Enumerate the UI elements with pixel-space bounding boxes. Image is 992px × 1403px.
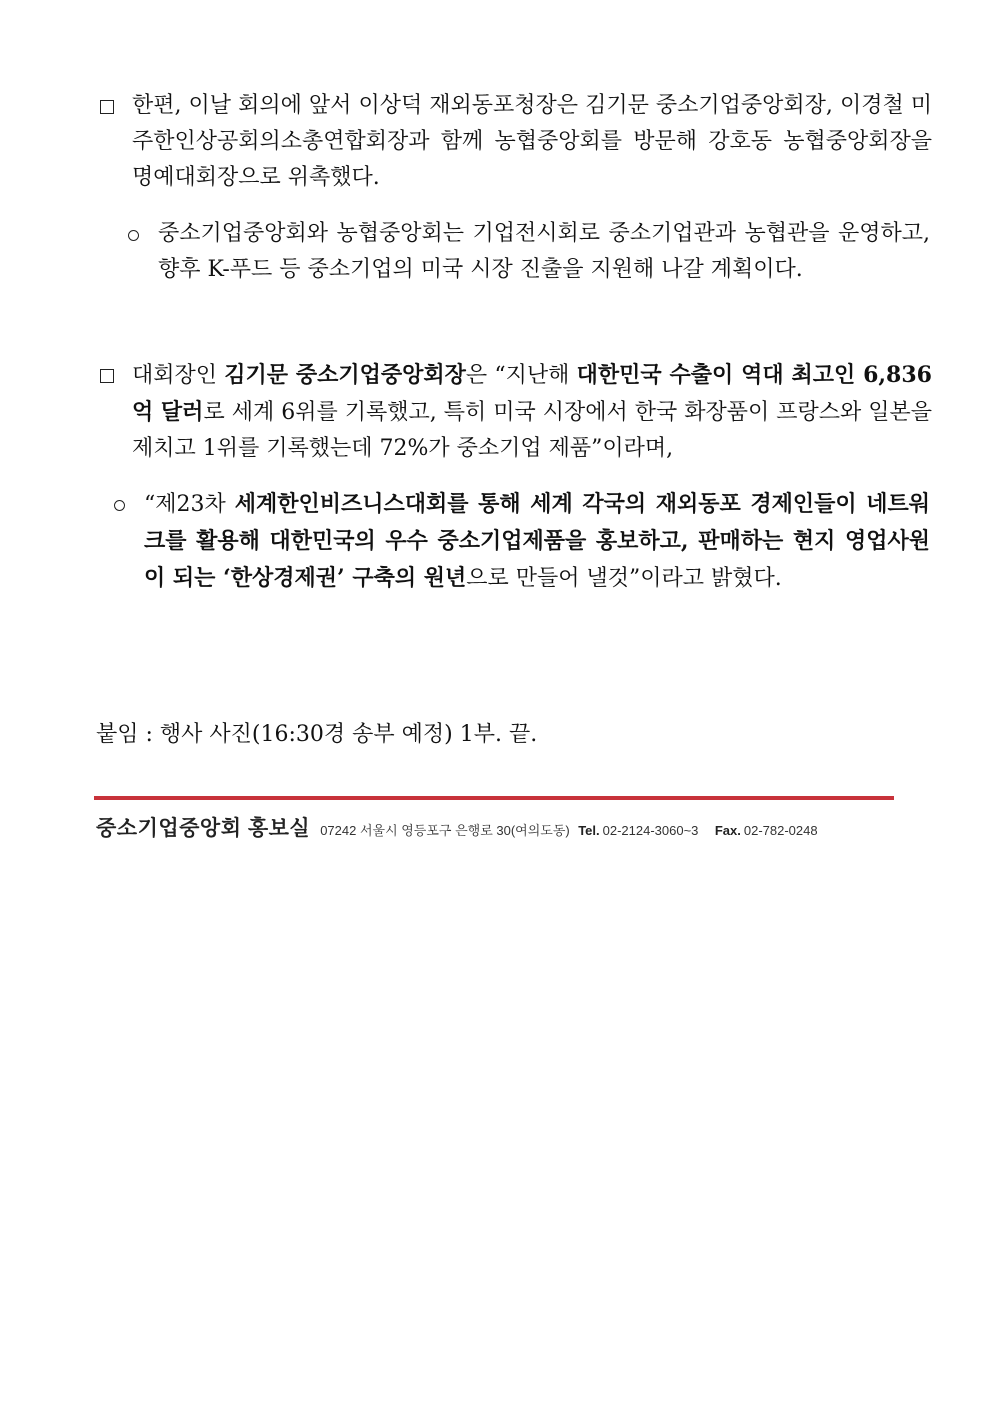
footer-fax: 02-782-0248 [743, 823, 818, 838]
attachment-note: 붙임 : 행사 사진(16:30경 송부 예정) 1부. 끝. [96, 722, 538, 747]
paragraph-exhibition-plan [124, 216, 930, 288]
text-segment: 으로 만들어 낼것”이라고 밝혔다. [466, 566, 782, 591]
bold-text-segment: 김기문 중소기업중앙회장 [224, 362, 466, 388]
square-bullet-icon [100, 100, 114, 114]
paragraph-text: 중소기업중앙회와 농협중앙회는 기업전시회로 중소기업관과 농협관을 운영하고, 향후 K-푸드 등 중소기업의 미국 시장 진출을 지원해 나갈 계획이다. [158, 221, 930, 282]
circle-bullet-icon [114, 500, 125, 511]
footer [96, 812, 896, 842]
footer-address: 07242 서울시 영등포구 은행로 30(여의도동) [320, 823, 570, 838]
bold-text-segment: 대한민국 수출이 역대 최고인 6,836억 달러 [132, 362, 932, 425]
footer-organization: 중소기업중앙회 홍보실 [96, 817, 311, 840]
paragraph-visit-announcement [96, 88, 932, 196]
text-segment: 대회장인 [132, 363, 225, 388]
paragraph-chairman-quote [110, 486, 930, 597]
square-bullet-icon [100, 369, 114, 383]
bold-text-segment: 세계한인비즈니스대회를 통해 세계 각국의 재외동포 경제인들이 네트워크를 활용해 대한민국의 우수 중소기업제품을 홍보하고, 판매하는 현지 영업사원이 되는 ‘한상경제권’ 구축의 원년 [144, 491, 930, 591]
footer-fax-label: Fax. [714, 823, 741, 838]
paragraph-chairman-statement [96, 357, 932, 467]
text-segment: 은 “지난해 [465, 363, 577, 388]
text-segment: “제23차 [144, 492, 235, 517]
footer-divider [94, 796, 894, 800]
paragraph-text: 한편, 이날 회의에 앞서 이상덕 재외동포청장은 김기문 중소기업중앙회장, 이경철 미주한인상공회의소총연합회장과 함께 농협중앙회를 방문해 강호동 농협중앙회장을 명예대회장으로 위촉했다. [132, 93, 932, 190]
text-segment: 로 세계 6위를 기록했고, 특히 미국 시장에서 한국 화장품이 프랑스와 일본을 제치고 1위를 기록했는데 72%가 중소기업 제품”이라며, [132, 400, 933, 461]
footer-tel: 02-2124-3060~3 [602, 823, 699, 838]
circle-bullet-icon [128, 230, 139, 241]
footer-tel-label: Tel. [578, 823, 600, 838]
